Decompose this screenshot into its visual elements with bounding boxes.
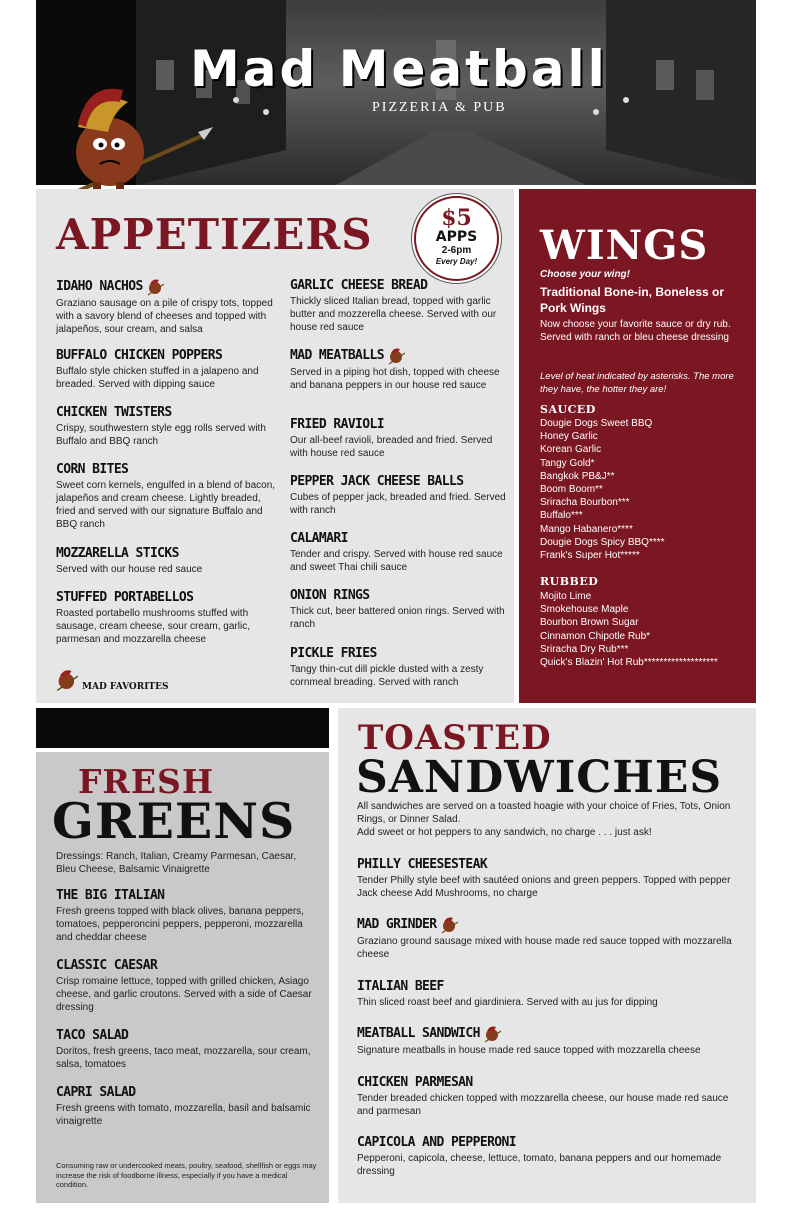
menu-item (56, 590, 276, 646)
greens-heading: GREENS (52, 792, 296, 850)
menu-item (290, 588, 508, 631)
menu-item (290, 531, 508, 574)
menu-item (56, 462, 276, 531)
item-name: STUFFED PORTABELLOS (56, 590, 194, 605)
item-name: CLASSIC CAESAR (56, 958, 158, 973)
flavor-item: Korean Garlic (540, 444, 602, 456)
greens-black-bar (36, 708, 329, 748)
flavor-item: Smokehouse Maple (540, 604, 629, 616)
restaurant-subtitle: PIZZERIA & PUB (372, 100, 507, 115)
sandwiches-peppers-note: Add sweet or hot peppers to any sandwich, no charge . . . just ask! (357, 827, 652, 838)
menu-item (290, 278, 508, 334)
wings-types: Traditional Bone-in, Boneless or Pork Wings (540, 285, 725, 315)
promo-time: 2-6pm (441, 245, 472, 256)
menu-item (56, 958, 320, 1014)
menu-item (56, 348, 276, 391)
flavor-item: Sriracha Bourbon*** (540, 497, 630, 509)
item-desc: Fresh greens topped with black olives, banana peppers, tomatoes, pepperoncini peppers, pepperoni, mozzarella and cheddar cheese (56, 906, 304, 943)
item-name: MEATBALL SANDWICH (357, 1026, 480, 1041)
item-name: ONION RINGS (290, 588, 370, 603)
item-desc: Tender and crispy. Served with house red sauce and sweet Thai chili sauce (290, 549, 503, 573)
flavor-item: Mojito Lime (540, 591, 592, 602)
menu-item (290, 417, 508, 460)
sandwiches-heading-top: TOASTED (358, 718, 552, 758)
flavor-item: Sriracha Dry Rub*** (540, 643, 629, 655)
item-name: CALAMARI (290, 531, 348, 546)
item-desc: Pepperoni, capicola, cheese, lettuce, tomato, banana peppers and our homemade dressing (357, 1153, 722, 1177)
menu-item (290, 474, 508, 517)
item-name: MOZZARELLA STICKS (56, 546, 179, 561)
item-desc: Tender Philly style beef with sautéed onions and green peppers. Topped with pepper Jack cheese Add Mushrooms, no charge (357, 875, 731, 899)
item-desc: Doritos, fresh greens, taco meat, mozzarella, sour cream, salsa, tomatoes (56, 1046, 311, 1070)
item-desc: Tangy thin-cut dill pickle dusted with a zesty cornmeal breading. Served with ranch (290, 664, 484, 688)
flavor-item: Buffalo*** (540, 510, 583, 522)
menu-item (56, 278, 276, 336)
item-desc: Cubes of pepper jack, breaded and fried. Served with ranch (290, 492, 506, 516)
mad-favorites-legend (56, 668, 168, 692)
menu-item (357, 916, 747, 961)
wings-heading: WINGS (540, 222, 709, 269)
promo-price: $5 (441, 205, 472, 231)
flavor-item: Frank's Super Hot***** (540, 550, 640, 562)
menu-item (357, 979, 747, 1009)
flavor-item: Tangy Gold* (540, 457, 595, 469)
menu-item (357, 1025, 747, 1057)
food-safety-disclaimer: Consuming raw or undercooked meats, poultry, seafood, shellfish or eggs may increase the risk of foodborne illness, especially if you have a medical condition. (56, 1161, 317, 1189)
flavor-item: Bangkok PB&J** (540, 470, 615, 482)
mad-favorites-label: MAD FAVORITES (82, 682, 169, 692)
sandwiches-heading: SANDWICHES (356, 752, 723, 803)
item-name: CHICKEN PARMESAN (357, 1075, 473, 1090)
item-name: CHICKEN TWISTERS (56, 405, 172, 420)
flavor-item: Dougie Dogs Spicy BBQ**** (540, 536, 665, 548)
flavor-item: Boom Boom** (540, 484, 603, 496)
item-name: ITALIAN BEEF (357, 979, 444, 994)
flavor-item: Mango Habanero**** (540, 523, 633, 535)
flavor-item: Bourbon Brown Sugar (540, 617, 639, 629)
flavor-item: Honey Garlic (540, 431, 598, 443)
rubbed-list (540, 590, 718, 669)
wings-sauce-note: Now choose your favorite sauce or dry rub. Served with ranch or bleu cheese dressing (540, 319, 731, 343)
menu-item (290, 646, 508, 689)
item-name: IDAHO NACHOS (56, 279, 143, 294)
item-desc: Our all-beef ravioli, breaded and fried. Served with house red sauce (290, 435, 493, 459)
item-name: GARLIC CHEESE BREAD (290, 278, 428, 293)
flavor-item: Quick's Blazin' Hot Rub******************* (540, 657, 718, 669)
item-name: THE BIG ITALIAN (56, 888, 165, 903)
sandwiches-intro (357, 800, 747, 839)
item-name: CAPRI SALAD (56, 1085, 136, 1100)
item-name: CAPICOLA AND PEPPERONI (357, 1135, 516, 1150)
item-name: BUFFALO CHICKEN POPPERS (56, 348, 223, 363)
mad-favorite-icon (484, 1025, 501, 1043)
menu-item (357, 1075, 747, 1118)
wings-choose: Choose your wing! (540, 269, 630, 280)
item-desc: Thick cut, beer battered onion rings. Served with ranch (290, 606, 505, 630)
menu-item (56, 405, 276, 448)
restaurant-name: Mad Meatball (190, 40, 608, 98)
sandwiches-intro-text: All sandwiches are served on a toasted hoagie with your choice of Fries, Tots, Onion Rings, or Dinner Salad. (357, 801, 731, 825)
item-desc: Signature meatballs in house made red sauce topped with mozzarella cheese (357, 1045, 701, 1056)
appetizers-heading: APPETIZERS (56, 210, 373, 259)
item-desc: Served in a piping hot dish, topped with cheese and banana peppers in our house red sauce (290, 367, 500, 391)
mad-favorite-icon (388, 347, 405, 365)
item-desc: Graziano sausage on a pile of crispy tots, topped with a savory blend of cheeses and topped with jalapeños, sour cream, and salsa (56, 298, 273, 335)
rubbed-heading: RUBBED (540, 575, 599, 588)
item-desc: Sweet corn kernels, engulfed in a blend of bacon, jalapeños and cream cheese. Lightly breaded, fried and served with our signature Buffalo and BBQ ranch (56, 480, 276, 530)
item-name: PHILLY CHEESESTEAK (357, 857, 488, 872)
menu-item (56, 1085, 320, 1128)
menu-item (56, 546, 276, 576)
item-desc: Roasted portabello mushrooms stuffed with sausage, cream cheese, sour cream, garlic, parmesan and mozzarella cheese (56, 608, 250, 645)
item-desc: Crisp romaine lettuce, topped with grilled chicken, Asiago cheese, and garlic croutons. Served with a side of Caesar dressing (56, 976, 312, 1013)
menu-item (56, 888, 320, 944)
promo-label: APPS (435, 229, 478, 245)
flavor-item: Dougie Dogs Sweet BBQ (540, 418, 653, 429)
mad-favorite-icon (147, 278, 164, 296)
flavor-item: Cinnamon Chipotle Rub* (540, 630, 651, 642)
item-name: MAD MEATBALLS (290, 348, 384, 363)
item-desc: Graziano ground sausage mixed with house made red sauce topped with mozzarella cheese (357, 936, 732, 960)
menu-item (357, 1135, 747, 1178)
dressings-note: Dressings: Ranch, Italian, Creamy Parmesan, Caesar, Bleu Cheese, Balsamic Vinaigrette (56, 851, 297, 875)
item-desc: Tender breaded chicken topped with mozzarella cheese, our house made red sauce and parmesan (357, 1093, 729, 1117)
mad-favorite-icon (441, 916, 458, 934)
item-name: PEPPER JACK CHEESE BALLS (290, 474, 464, 489)
sauced-list (540, 417, 665, 562)
item-desc: Thin sliced roast beef and giardiniera. Served with au jus for dipping (357, 997, 658, 1008)
item-name: PICKLE FRIES (290, 646, 377, 661)
item-desc: Thickly sliced Italian bread, topped with garlic butter and mozzerella cheese. Served with our house red sauce (290, 296, 497, 333)
mad-favorite-icon (56, 668, 78, 692)
item-desc: Served with our house red sauce (56, 564, 203, 575)
menu-item (290, 347, 508, 392)
menu-item (357, 857, 747, 900)
item-name: TACO SALAD (56, 1028, 129, 1043)
greens-heading-top: FRESH (78, 762, 215, 801)
wings-heat-note: Level of heat indicated by asterisks. The more they have, the hotter they are! (540, 371, 734, 395)
menu-item (56, 1028, 320, 1071)
item-desc: Crispy, southwestern style egg rolls served with Buffalo and BBQ ranch (56, 423, 266, 447)
item-name: CORN BITES (56, 462, 129, 477)
item-desc: Fresh greens with tomato, mozzarella, basil and balsamic vinaigrette (56, 1103, 311, 1127)
sauced-heading: SAUCED (540, 403, 596, 416)
item-name: FRIED RAVIOLI (290, 417, 384, 432)
promo-note: Every Day! (435, 257, 478, 266)
item-desc: Buffalo style chicken stuffed in a jalapeno and breaded. Served with dipping sauce (56, 366, 259, 390)
item-name: MAD GRINDER (357, 917, 437, 932)
five-dollar-apps-badge (414, 196, 499, 281)
